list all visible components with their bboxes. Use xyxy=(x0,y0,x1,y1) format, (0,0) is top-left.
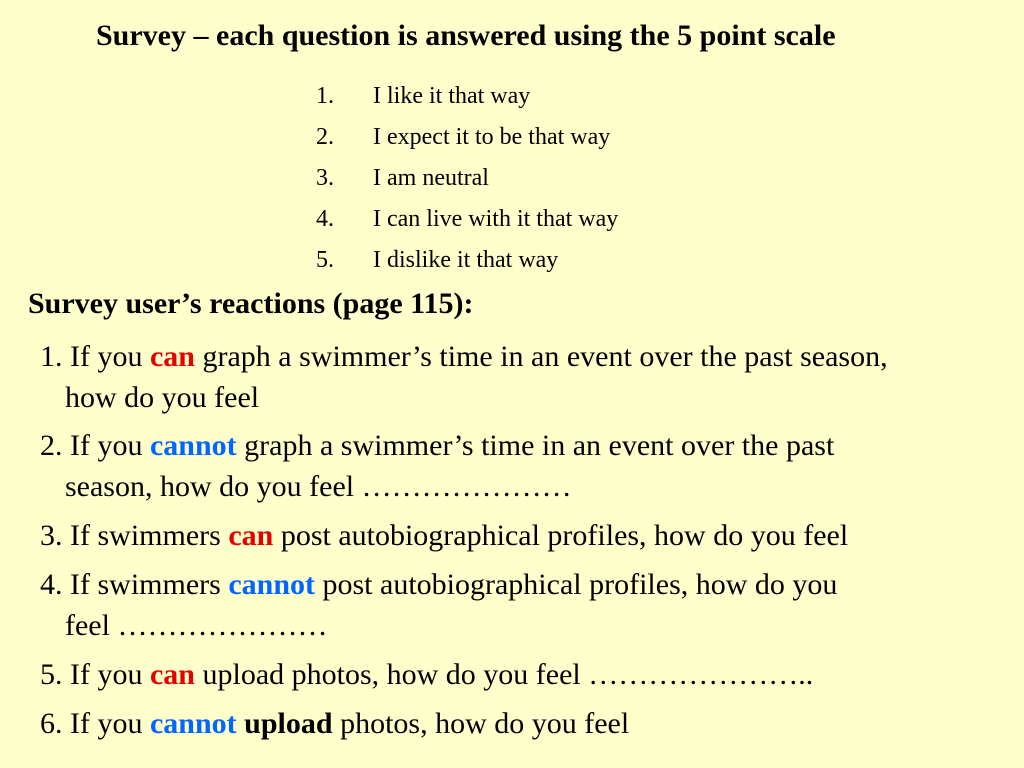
scale-item-number: 1. xyxy=(316,83,334,109)
keyword-cannot: cannot xyxy=(228,568,315,601)
scale-item-text: I can live with it that way xyxy=(373,206,619,232)
question-text: post autobiographical profiles, how do you feel xyxy=(273,519,849,552)
scale-item xyxy=(316,163,618,204)
scale-item xyxy=(316,122,618,163)
question-text: upload photos, how do you feel ………………….. xyxy=(194,658,814,691)
scale-item-number: 5. xyxy=(316,247,334,273)
scale-item xyxy=(316,245,618,286)
keyword-can: can xyxy=(149,658,195,691)
keyword-upload: upload xyxy=(244,707,333,740)
scale-item-text: I am neutral xyxy=(373,165,489,191)
keyword-cannot: cannot xyxy=(149,707,237,740)
scale-item xyxy=(316,204,618,245)
question-text-continued: feel ………………… xyxy=(65,609,328,642)
scale-item-text: I like it that way xyxy=(373,83,531,109)
question-text-continued: how do you feel xyxy=(65,381,260,414)
question-text: graph a swimmer’s time in an event over the past xyxy=(236,429,835,462)
survey-question-3 xyxy=(40,515,1015,556)
slide-title: Survey – each question is answered using the 5 point scale xyxy=(96,19,836,52)
question-text: 6. If you xyxy=(40,707,150,740)
question-text: 4. If swimmers xyxy=(40,568,229,601)
keyword-can: can xyxy=(149,340,195,373)
scale-item-number: 4. xyxy=(316,206,334,232)
question-text: graph a swimmer’s time in an event over the past season, xyxy=(194,340,888,373)
question-text: 2. If you xyxy=(40,429,150,462)
scale-item-text: I dislike it that way xyxy=(373,247,559,273)
keyword-can: can xyxy=(228,519,274,552)
question-text: post autobiographical profiles, how do you xyxy=(315,568,838,601)
question-text: 5. If you xyxy=(40,658,150,691)
question-text: 1. If you xyxy=(40,340,150,373)
survey-subheading: Survey user’s reactions (page 115): xyxy=(28,287,474,320)
question-text: photos, how do you feel xyxy=(332,707,630,740)
rating-scale-list xyxy=(316,81,618,286)
scale-item xyxy=(316,81,618,122)
keyword-cannot: cannot xyxy=(149,429,237,462)
survey-question-2 xyxy=(40,425,1015,507)
survey-question-4 xyxy=(40,564,1015,646)
question-text: 3. If swimmers xyxy=(40,519,229,552)
question-text-continued: season, how do you feel ………………… xyxy=(65,470,572,503)
scale-item-number: 3. xyxy=(316,165,334,191)
scale-item-text: I expect it to be that way xyxy=(373,124,611,150)
scale-item-number: 2. xyxy=(316,124,334,150)
survey-question-1 xyxy=(40,336,1015,418)
survey-question-5 xyxy=(40,654,1015,695)
survey-question-6 xyxy=(40,703,1015,744)
